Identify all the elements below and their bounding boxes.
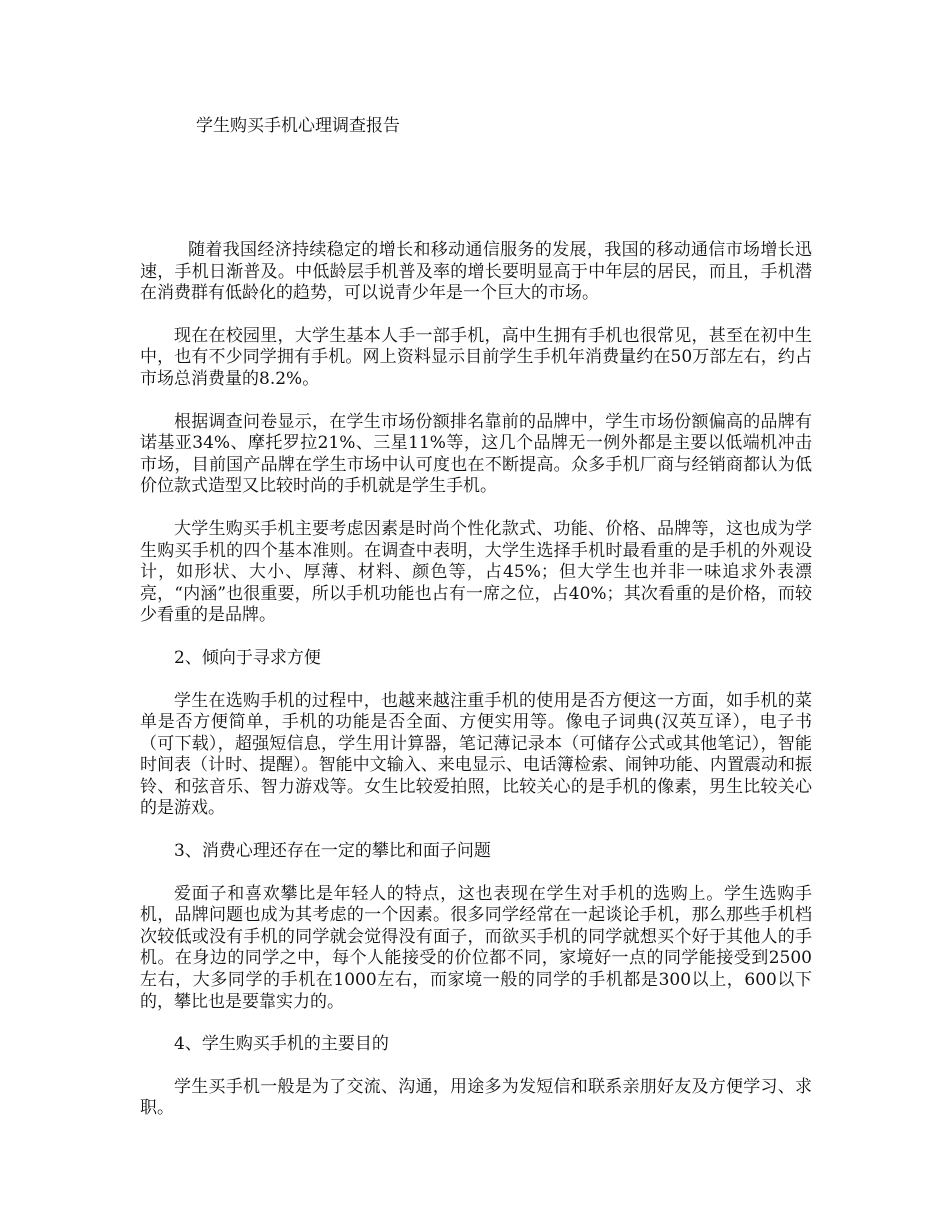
section-heading-purpose: 4、学生购买手机的主要目的 xyxy=(174,1034,389,1055)
paragraph-purpose: 学生买手机一般是为了交流、沟通，用途多为发短信和联系亲朋好友及方便学习、求职。 xyxy=(140,1076,812,1119)
paragraph-convenience: 学生在选购手机的过程中，也越来越注重手机的使用是否方便这一方面，如手机的菜单是否方便简单，手机的功能是否全面、方便实用等。像电子词典(汉英互译），电子书（可下载），超强短信息，学生用计算器，笔记薄记录本（可储存公式或其他笔记），智能时间表（计时、提醒）。智能中文输入、来电显示、电话簿检索、闹钟功能、内置震动和振铃、和弦音乐、智力游戏等。女生比较爱拍照，比较关心的是手机的像素，男生比较关心的是游戏。 xyxy=(140,690,812,819)
document-body xyxy=(140,240,812,1141)
paragraph-intro: 随着我国经济持续稳定的增长和移动通信服务的发展，我国的移动通信市场增长迅速，手机日渐普及。中低龄层手机普及率的增长要明显高于中年层的居民，而且，手机潜在消费群有低龄化的趋势，可以说青少年是一个巨大的市场。 xyxy=(140,240,812,304)
paragraph-campus: 现在在校园里，大学生基本人手一部手机，高中生拥有手机也很常见，甚至在初中生中，也有不少同学拥有手机。网上资料显示目前学生手机年消费量约在50万部左右，约占市场总消费量的8.2%。 xyxy=(140,325,812,389)
section-heading-convenience: 2、倾向于寻求方便 xyxy=(174,647,321,668)
paragraph-comparison: 爱面子和喜欢攀比是年轻人的特点，这也表现在学生对手机的选购上。学生选购手机，品牌问题也成为其考虑的一个因素。很多同学经常在一起谈论手机，那么那些手机档次较低或没有手机的同学就会觉得没有面子，而欲买手机的同学就想买个好于其他人的手机。在身边的同学之中，每个人能接受的价位都不同，家境好一点的同学能接受到2500左右，大多同学的手机在1000左右，而家境一般的同学的手机都是300以上，600以下的，攀比也是要靠实力的。 xyxy=(140,883,812,1012)
paragraph-factors: 大学生购买手机主要考虑因素是时尚个性化款式、功能、价格、品牌等，这也成为学生购买手机的四个基本准则。在调查中表明，大学生选择手机时最看重的是手机的外观设计，如形状、大小、厚薄、材料、颜色等，占45%；但大学生也并非一味追求外表漂亮，“内涵”也很重要，所以手机功能也占有一席之位，占40%；其次看重的是价格，而较少看重的是品牌。 xyxy=(140,518,812,626)
section-heading-comparison: 3、消费心理还存在一定的攀比和面子问题 xyxy=(174,841,491,862)
document-title: 学生购买手机心理调查报告 xyxy=(196,116,400,136)
paragraph-brands: 根据调查问卷显示，在学生市场份额排名靠前的品牌中，学生市场份额偏高的品牌有诺基亚34%、摩托罗拉21%、三星11%等，这几个品牌无一例外都是主要以低端机冲击市场，目前国产品牌在学生市场中认可度也在不断提高。众多手机厂商与经销商都认为低价位款式造型又比较时尚的手机就是学生手机。 xyxy=(140,411,812,497)
